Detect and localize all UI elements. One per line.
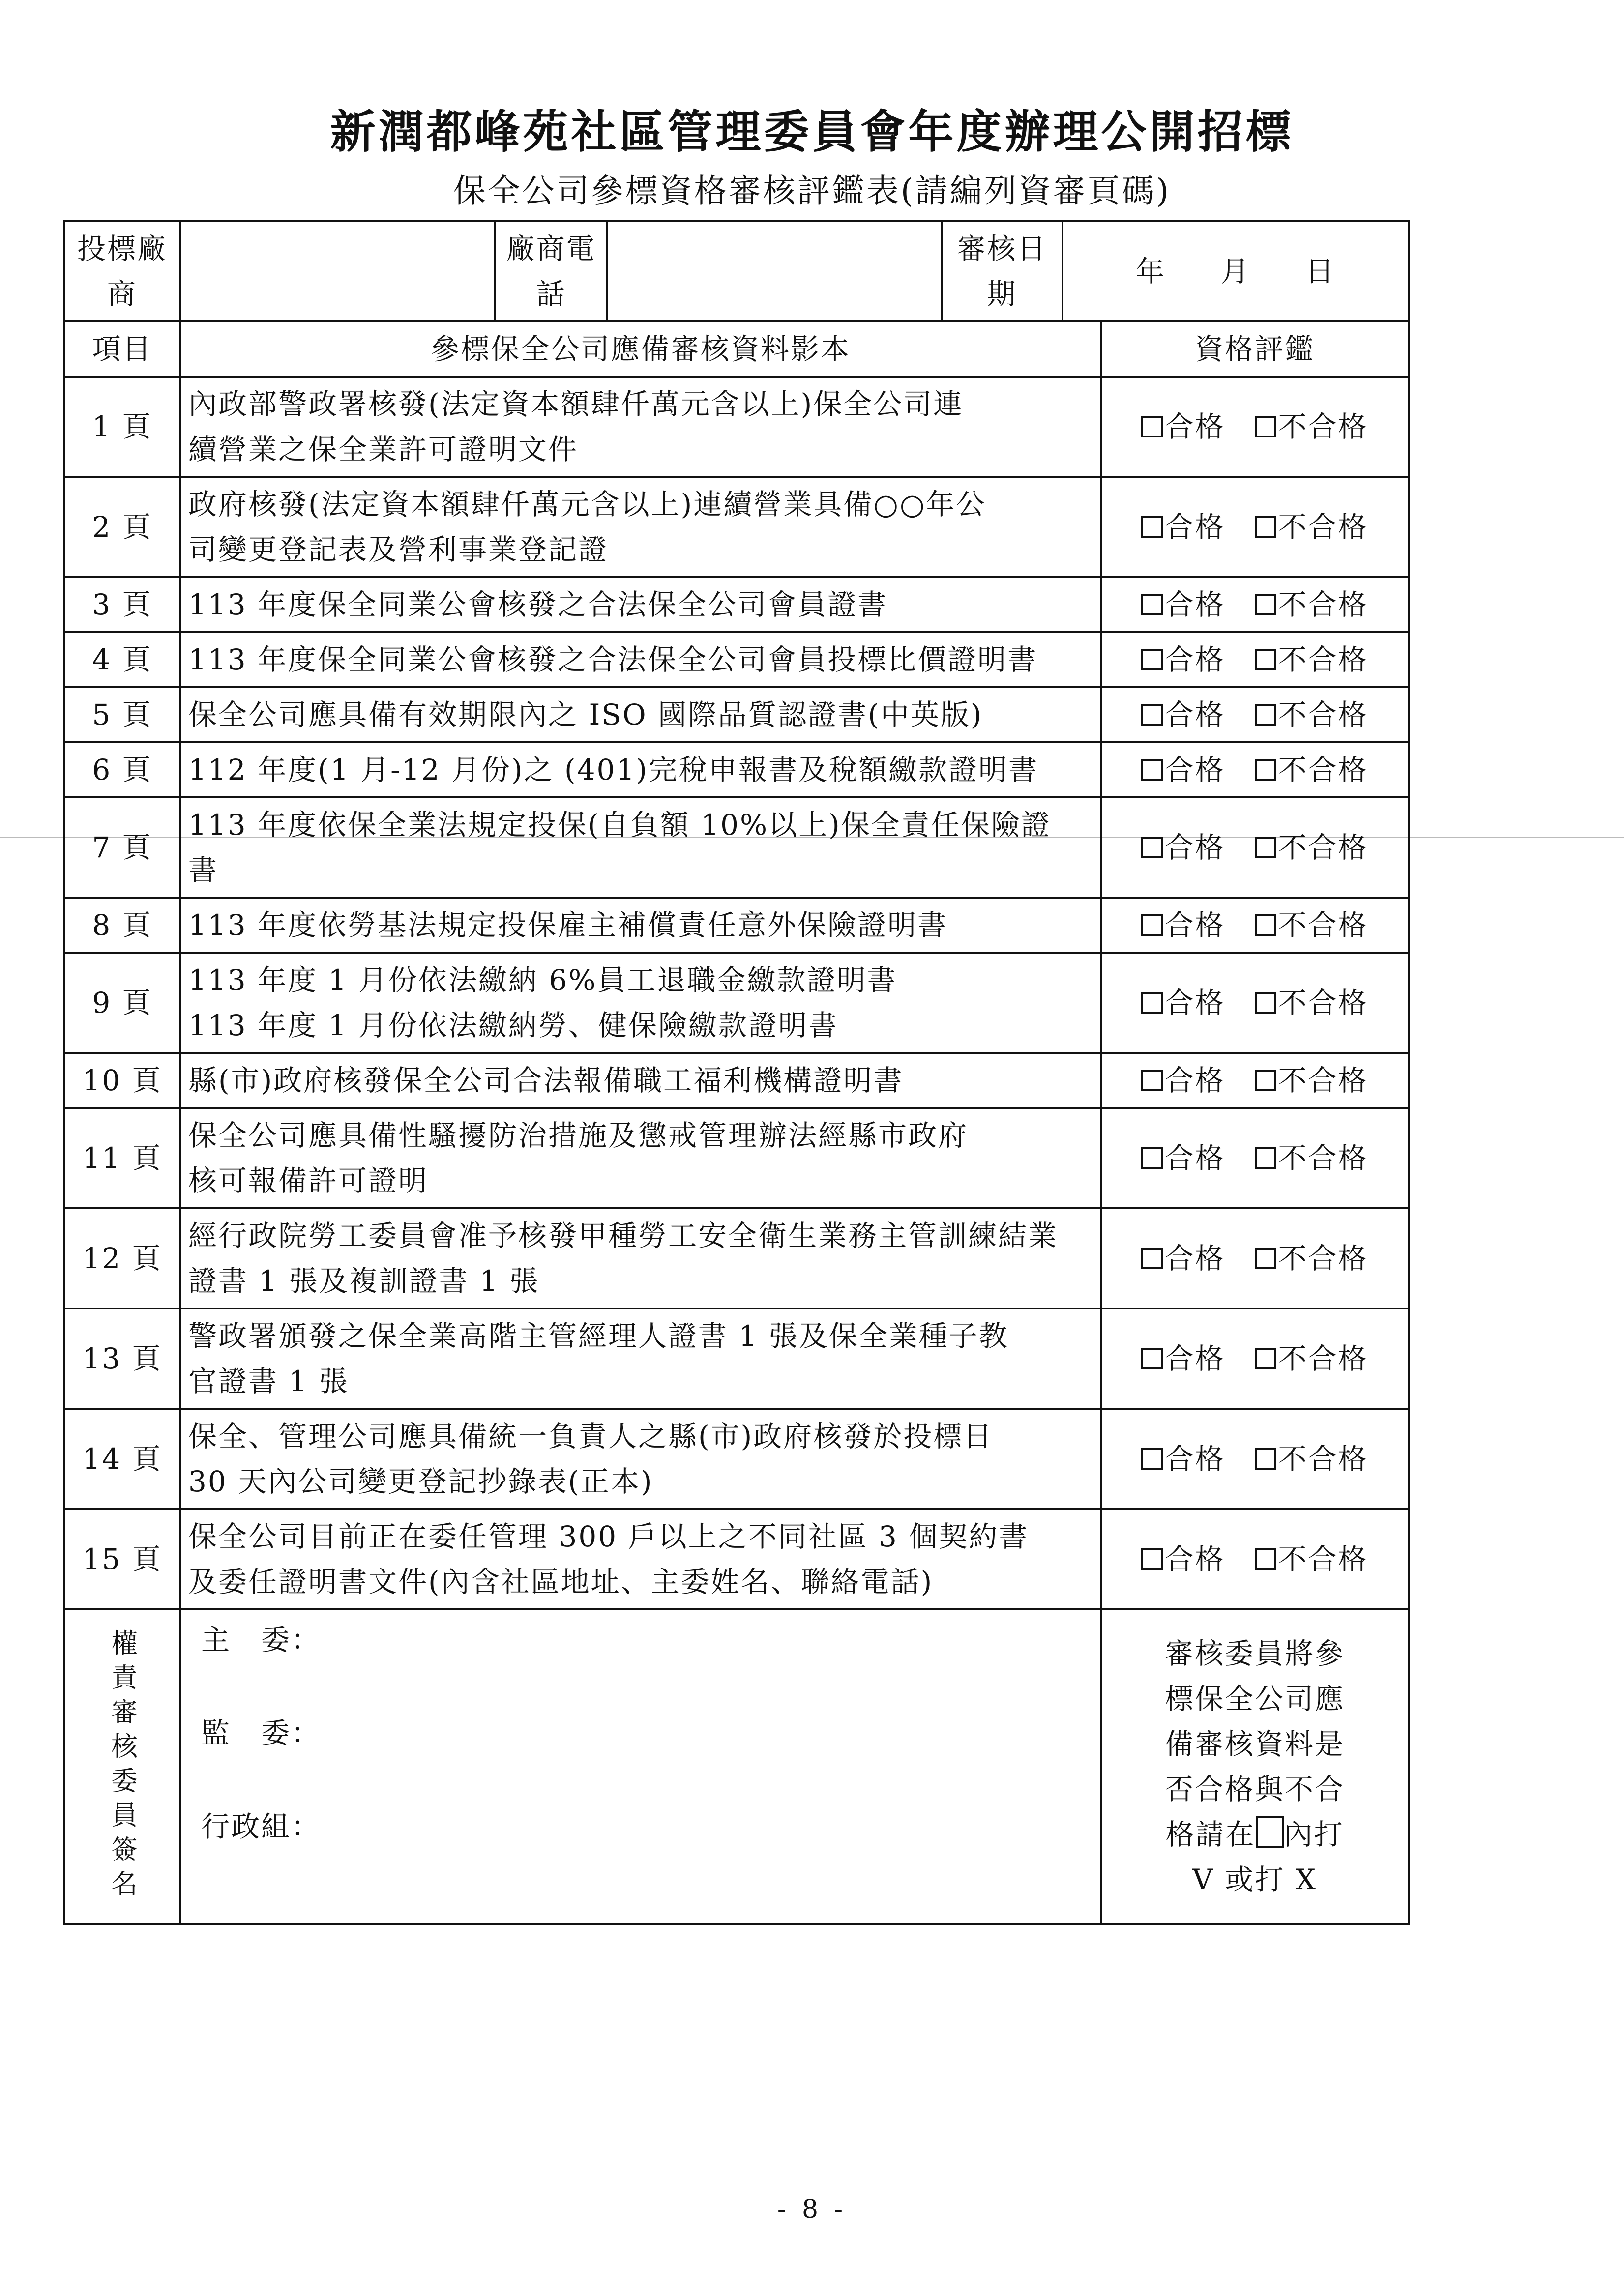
pass-label: 合格 [1165, 1064, 1225, 1097]
document-description [180, 898, 1101, 953]
fail-label: 不合格 [1278, 908, 1368, 942]
col-eval-header: 資格評鑑 [1101, 321, 1409, 377]
fail-checkbox[interactable] [1255, 1070, 1276, 1091]
fail-checkbox[interactable] [1255, 1448, 1276, 1470]
description-line-1: 經行政院勞工委員會准予核發甲種勞工安全衛生業務主管訓練結業 [188, 1219, 1059, 1252]
chair-signature-label: 主 委： [201, 1623, 322, 1657]
fail-checkbox[interactable] [1255, 416, 1276, 437]
document-row [64, 1108, 1409, 1208]
page-ref: 3 頁 [64, 577, 180, 632]
description-line-1: 保全公司目前正在委任管理 300 戶以上之不同社區 3 個契約書 [188, 1520, 1029, 1553]
pass-label: 合格 [1165, 1242, 1225, 1275]
document-row [64, 477, 1409, 577]
page-ref: 11 頁 [64, 1108, 180, 1208]
document-description [180, 1208, 1101, 1308]
fail-label: 不合格 [1278, 1242, 1368, 1275]
supervisor-signature-label: 監 委： [201, 1716, 322, 1750]
document-row [64, 687, 1409, 742]
description-line-2: 核可報備許可證明 [188, 1164, 429, 1197]
description-line-1: 113 年度 1 月份依法繳納 6%員工退職金繳款證明書 [188, 963, 897, 997]
evaluation-options [1101, 1053, 1409, 1108]
description-line-1: 112 年度(1 月-12 月份)之 (401)完稅申報書及稅額繳款證明書 [188, 753, 1038, 786]
document-description [180, 632, 1101, 687]
fail-checkbox[interactable] [1255, 914, 1276, 936]
description-line-2: 證書 1 張及複訓證書 1 張 [188, 1264, 540, 1298]
pass-label: 合格 [1165, 698, 1225, 731]
pass-checkbox[interactable] [1141, 759, 1163, 781]
document-row [64, 377, 1409, 477]
col-item-header: 項目 [64, 321, 180, 377]
pass-checkbox[interactable] [1141, 1448, 1163, 1470]
evaluation-options [1101, 797, 1409, 898]
note-line: 標保全公司應 [1164, 1682, 1345, 1715]
description-line-1: 政府核發(法定資本額肆仟萬元含以上)連續營業具備○○年公 [188, 488, 986, 521]
description-line-2: 及委任證明書文件(內含社區地址、主委姓名、聯絡電話) [188, 1565, 934, 1598]
fail-checkbox[interactable] [1255, 992, 1276, 1014]
document-row [64, 577, 1409, 632]
evaluation-options [1101, 898, 1409, 953]
description-line-2: 司變更登記表及營利事業登記證 [188, 533, 609, 566]
page-ref: 4 頁 [64, 632, 180, 687]
pass-label: 合格 [1165, 831, 1225, 864]
fail-checkbox[interactable] [1255, 516, 1276, 538]
description-line-1: 保全公司應具備有效期限內之 ISO 國際品質認證書(中英版) [188, 698, 983, 731]
evaluation-options [1101, 377, 1409, 477]
pass-label: 合格 [1165, 753, 1225, 786]
fail-label: 不合格 [1278, 510, 1368, 544]
evaluation-options [1101, 1108, 1409, 1208]
signature-side-label: 權責審核委員簽名 [107, 1629, 138, 1904]
pass-checkbox[interactable] [1141, 992, 1163, 1014]
fail-label: 不合格 [1278, 1442, 1368, 1476]
evaluation-options [1101, 742, 1409, 797]
pass-checkbox[interactable] [1141, 1248, 1163, 1269]
document-description [180, 477, 1101, 577]
pass-label: 合格 [1165, 1141, 1225, 1175]
header-info-row [64, 221, 1409, 321]
fail-label: 不合格 [1278, 698, 1368, 731]
document-description [180, 1053, 1101, 1108]
fail-label: 不合格 [1278, 1542, 1368, 1576]
note-line [1109, 1812, 1401, 1857]
document-row [64, 1308, 1409, 1409]
description-line-2: 官證書 1 張 [188, 1365, 349, 1398]
pass-checkbox[interactable] [1141, 649, 1163, 670]
bidder-label: 投標廠商 [64, 221, 180, 321]
pass-checkbox[interactable] [1141, 837, 1163, 858]
pass-checkbox[interactable] [1141, 1147, 1163, 1169]
fail-checkbox[interactable] [1255, 1548, 1276, 1570]
document-row [64, 953, 1409, 1053]
page-ref: 9 頁 [64, 953, 180, 1053]
fail-checkbox[interactable] [1255, 594, 1276, 615]
note-text: 內打 [1284, 1818, 1344, 1851]
date-label: 審核日期 [942, 221, 1063, 321]
pass-label: 合格 [1165, 588, 1225, 621]
description-line-1: 縣(市)政府核發保全公司合法報備職工福利機構證明書 [188, 1064, 904, 1097]
evaluation-options [1101, 577, 1409, 632]
evaluation-form-table [63, 220, 1410, 1925]
pass-label: 合格 [1165, 510, 1225, 544]
description-line-1: 113 年度依勞基法規定投保雇主補償責任意外保險證明書 [188, 908, 948, 942]
fail-label: 不合格 [1278, 410, 1368, 443]
col-docs-header: 參標保全公司應備審核資料影本 [180, 321, 1101, 377]
fail-label: 不合格 [1278, 1141, 1368, 1175]
document-row [64, 797, 1409, 898]
pass-checkbox[interactable] [1141, 516, 1163, 538]
page-ref: 5 頁 [64, 687, 180, 742]
description-line-1: 保全、管理公司應具備統一負責人之縣(市)政府核發於投標日 [188, 1420, 994, 1453]
note-line: 審核委員將參 [1164, 1637, 1345, 1670]
fail-label: 不合格 [1278, 643, 1368, 676]
page-ref: 10 頁 [64, 1053, 180, 1108]
document-row [64, 742, 1409, 797]
note-line: V 或打 X [1192, 1863, 1318, 1896]
pass-checkbox[interactable] [1141, 416, 1163, 437]
phone-field[interactable] [607, 221, 942, 321]
signature-row [64, 1609, 1409, 1924]
document-subtitle: 保全公司參標資格審核評鑑表(請編列資審頁碼) [453, 172, 1171, 210]
fail-checkbox[interactable] [1255, 649, 1276, 670]
checkbox-sample-icon [1256, 1816, 1284, 1848]
description-line-2: 書 [188, 853, 219, 887]
fail-checkbox[interactable] [1255, 759, 1276, 781]
fail-label: 不合格 [1278, 1064, 1368, 1097]
description-line-1: 保全公司應具備性騷擾防治措施及懲戒管理辦法經縣市政府 [188, 1119, 969, 1152]
description-line-1: 113 年度依保全業法規定投保(自負額 10%以上)保全責任保險證 [188, 808, 1051, 842]
pass-checkbox[interactable] [1141, 1348, 1163, 1369]
document-description [180, 742, 1101, 797]
document-row [64, 632, 1409, 687]
description-line-1: 警政署頒發之保全業高階主管經理人證書 1 張及保全業種子教 [188, 1319, 1009, 1353]
pass-checkbox[interactable] [1141, 594, 1163, 615]
pass-label: 合格 [1165, 1342, 1225, 1375]
evaluation-options [1101, 1308, 1409, 1409]
evaluation-options [1101, 953, 1409, 1053]
description-line-1: 113 年度保全同業公會核發之合法保全公司會員投標比價證明書 [188, 643, 1038, 676]
date-field[interactable]: 年 月 日 [1063, 221, 1409, 321]
document-description [180, 1108, 1101, 1208]
description-line-2: 續營業之保全業許可證明文件 [188, 433, 579, 466]
bidder-field[interactable] [180, 221, 495, 321]
note-line: 備審核資料是 [1164, 1727, 1345, 1761]
note-line: 否合格與不合 [1164, 1773, 1345, 1806]
page-ref: 13 頁 [64, 1308, 180, 1409]
evaluation-options [1101, 1409, 1409, 1509]
pass-checkbox[interactable] [1141, 1548, 1163, 1570]
admin-signature-label: 行政組： [201, 1810, 322, 1843]
column-header-row [64, 321, 1409, 377]
signature-area[interactable] [180, 1609, 1101, 1924]
document-row [64, 1053, 1409, 1108]
phone-label: 廠商電話 [495, 221, 607, 321]
page-ref: 8 頁 [64, 898, 180, 953]
signature-side-label-cell [64, 1609, 180, 1924]
fail-checkbox[interactable] [1255, 704, 1276, 726]
page-ref: 1 頁 [64, 377, 180, 477]
pass-label: 合格 [1165, 908, 1225, 942]
pass-checkbox[interactable] [1141, 1070, 1163, 1091]
description-line-1: 113 年度保全同業公會核發之合法保全公司會員證書 [188, 588, 888, 621]
document-description [180, 687, 1101, 742]
document-description [180, 377, 1101, 477]
pass-label: 合格 [1165, 410, 1225, 443]
evaluation-options [1101, 687, 1409, 742]
page-ref: 6 頁 [64, 742, 180, 797]
pass-label: 合格 [1165, 1542, 1225, 1576]
document-row [64, 1409, 1409, 1509]
instruction-note [1101, 1609, 1409, 1924]
evaluation-options [1101, 632, 1409, 687]
pass-checkbox[interactable] [1141, 914, 1163, 936]
fail-label: 不合格 [1278, 986, 1368, 1019]
description-line-1: 內政部警政署核發(法定資本額肆仟萬元含以上)保全公司連 [188, 387, 964, 421]
description-line-2: 113 年度 1 月份依法繳納勞、健保險繳款證明書 [188, 1009, 838, 1042]
pass-label: 合格 [1165, 986, 1225, 1019]
page-ref: 7 頁 [64, 797, 180, 898]
document-row [64, 1208, 1409, 1308]
document-row [64, 1509, 1409, 1609]
fail-checkbox[interactable] [1255, 1348, 1276, 1369]
document-description [180, 953, 1101, 1053]
fail-label: 不合格 [1278, 753, 1368, 786]
fail-label: 不合格 [1278, 1342, 1368, 1375]
document-row [64, 898, 1409, 953]
fail-label: 不合格 [1278, 588, 1368, 621]
pass-label: 合格 [1165, 643, 1225, 676]
page-ref: 12 頁 [64, 1208, 180, 1308]
fail-checkbox[interactable] [1255, 1147, 1276, 1169]
page-number: - 8 - [777, 2195, 847, 2224]
page-ref: 2 頁 [64, 477, 180, 577]
page-ref: 14 頁 [64, 1409, 180, 1509]
document-description [180, 1409, 1101, 1509]
fail-checkbox[interactable] [1255, 837, 1276, 858]
page-ref: 15 頁 [64, 1509, 180, 1609]
fail-label: 不合格 [1278, 831, 1368, 864]
document-title: 新潤都峰苑社區管理委員會年度辦理公開招標 [330, 105, 1294, 158]
description-line-2: 30 天內公司變更登記抄錄表(正本) [188, 1465, 653, 1498]
document-description [180, 797, 1101, 898]
fail-checkbox[interactable] [1255, 1248, 1276, 1269]
evaluation-options [1101, 1208, 1409, 1308]
evaluation-options [1101, 1509, 1409, 1609]
document-description [180, 1509, 1101, 1609]
pass-label: 合格 [1165, 1442, 1225, 1476]
note-text: 格請在 [1165, 1818, 1256, 1851]
pass-checkbox[interactable] [1141, 704, 1163, 726]
document-description [180, 1308, 1101, 1409]
document-description [180, 577, 1101, 632]
evaluation-options [1101, 477, 1409, 577]
